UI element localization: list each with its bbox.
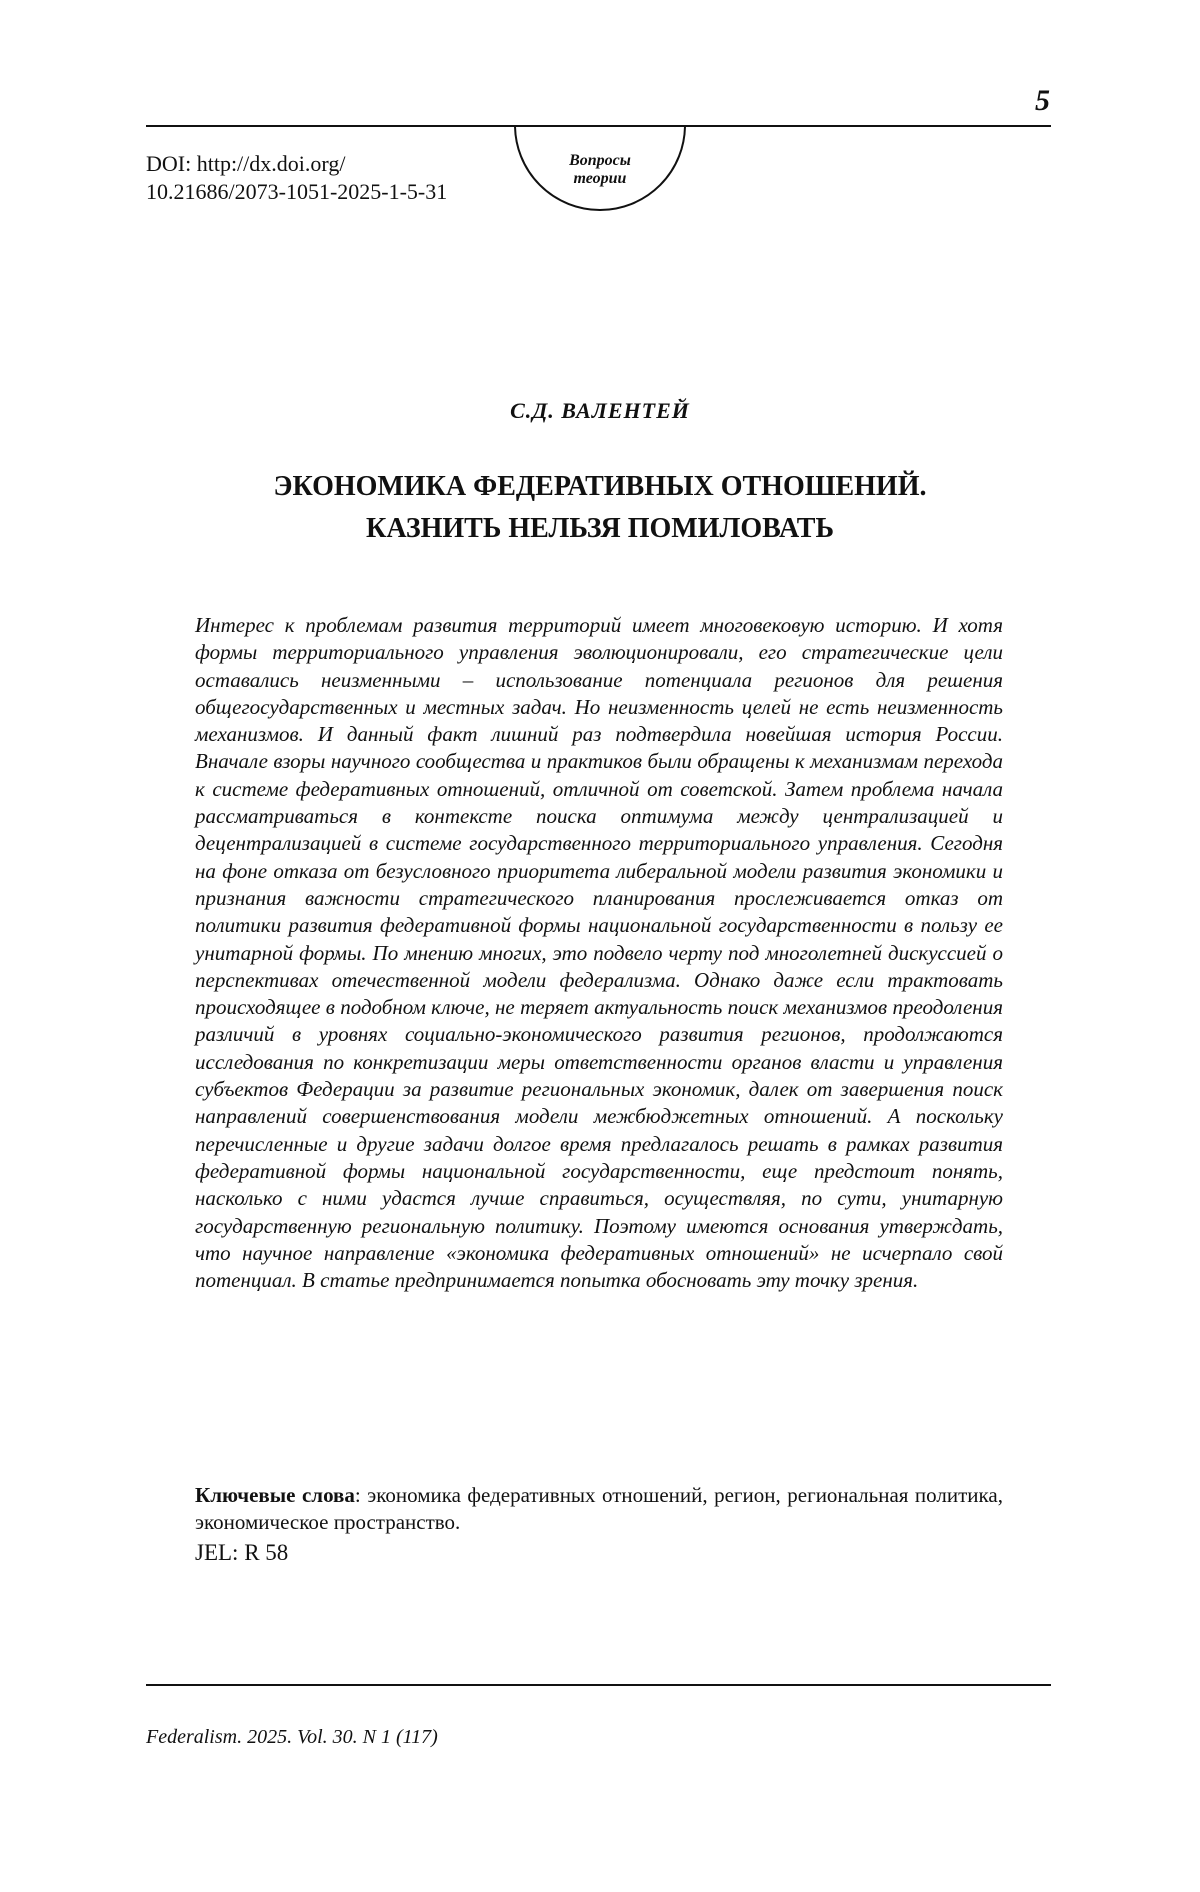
section-badge: [505, 95, 695, 230]
title-line-2: КАЗНИТЬ НЕЛЬЗЯ ПОМИЛОВАТЬ: [0, 508, 1200, 550]
author-name: С.Д. ВАЛЕНТЕЙ: [0, 398, 1200, 424]
article-title: [0, 466, 1200, 550]
section-label-line-2: теории: [505, 170, 695, 188]
journal-footer: Federalism. 2025. Vol. 30. N 1 (117): [146, 1726, 438, 1749]
abstract: Интерес к проблемам развития территорий имеет многовековую историю. И хотя формы территориального управления эволюционировали, его стратегические цели оставались неизменными – использование потенциала регионов для решения общегосударственных и местных задач. Но неизменность целей не есть неизменность механизмов. И данный факт лишний раз подтвердила новейшая история России. Вначале взоры научного сообщества и практиков были обращены к механизмам перехода к системе федеративных отношений, отличной от советской. Затем проблема начала рассматриваться в контексте поиска оптимума между централизацией и децентрализацией в системе государственного территориального управления. Сегодня на фоне отказа от безусловного приоритета либеральной модели развития экономики и признания важности стратегического планирования прослеживается отказ от политики развития федеративной формы национальной государственности в пользу ее унитарной формы. По мнению многих, это подвело черту под многолетней дискуссией о перспективах отечественной модели федерализма. Однако даже если трактовать происходящее в подобном ключе, не теряет актуальность поиск механизмов преодоления различий в уровнях социально-экономического развития регионов, продолжаются исследования по конкретизации меры ответственности органов власти и управления субъектов Федерации за развитие региональных экономик, далек от завершения поиск направлений совершенствования модели межбюджетных отношений. А поскольку перечисленные и другие задачи долгое время предлагалось решать в рамках развития федеративной формы национальной государственности, еще предстоит понять, насколько с ними удастся лучше справиться, осуществляя, по сути, унитарную государственную региональную политику. Поэтому имеются основания утверждать, что научное направление «экономика федеративных отношений» не исчерпало свой потенциал. В статье предпринимается попытка обосновать эту точку зрения.: [195, 612, 1003, 1294]
keywords: [195, 1482, 1003, 1537]
section-label: [505, 152, 695, 188]
doi-line-1: DOI: http://dx.doi.org/: [146, 150, 447, 178]
section-label-line-1: Вопросы: [505, 152, 695, 170]
keywords-label: Ключевые слова: [195, 1483, 355, 1507]
jel-code: JEL: R 58: [195, 1540, 288, 1566]
footer-rule: [146, 1684, 1051, 1686]
doi-line-2: 10.21686/2073-1051-2025-1-5-31: [146, 178, 447, 206]
keywords-text: : экономика федеративных отношений, регион, региональная политика, экономическое пространство.: [195, 1483, 1003, 1534]
doi-block: [146, 150, 447, 206]
title-line-1: ЭКОНОМИКА ФЕДЕРАТИВНЫХ ОТНОШЕНИЙ.: [0, 466, 1200, 508]
page-number: 5: [1035, 84, 1050, 118]
